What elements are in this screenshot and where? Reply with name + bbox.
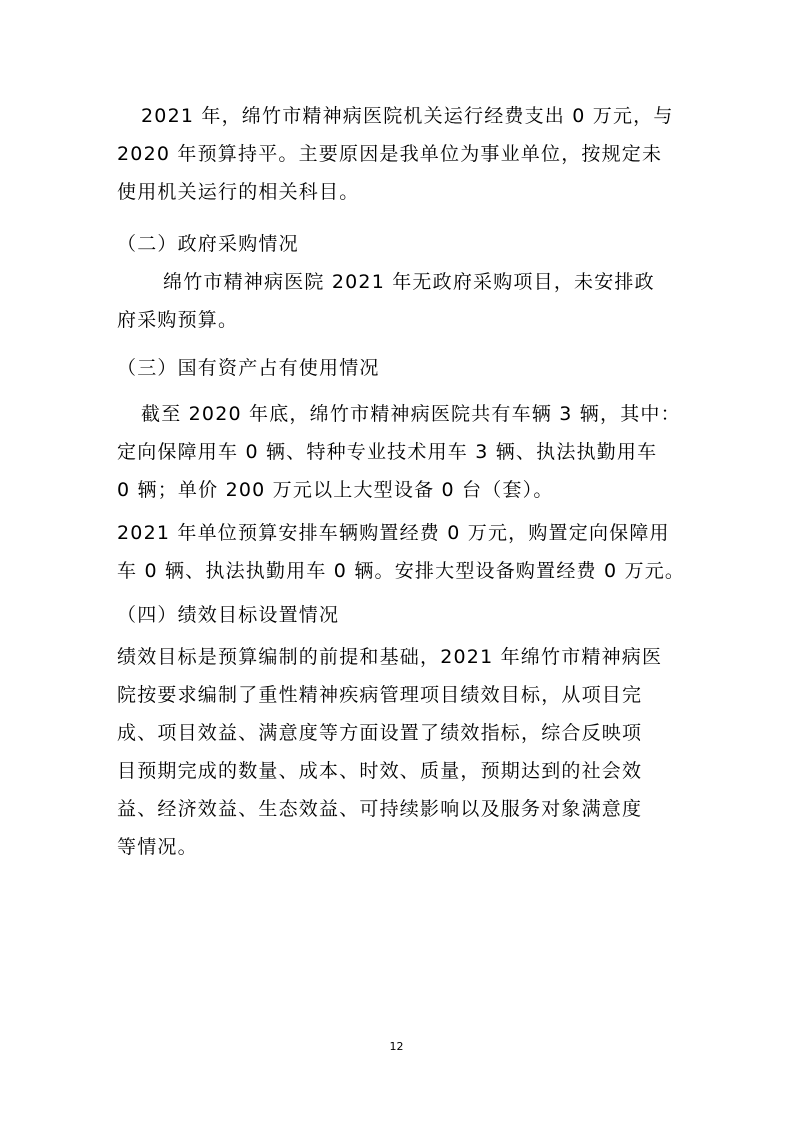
text-line: 0 辆；单价 200 万元以上大型设备 0 台（套）。 — [117, 479, 554, 501]
text-line: 车 0 辆、执法执勤用车 0 辆。安排大型设备购置经费 0 万元。 — [117, 560, 686, 582]
paragraph-state-assets — [117, 395, 681, 509]
text-line: 绩效目标是预算编制的前提和基础，2021 年绵竹市精神病医 — [117, 646, 663, 668]
heading-performance-targets: （四）绩效目标设置情况 — [117, 604, 340, 626]
paragraph-operating-expenses — [117, 97, 677, 211]
heading-government-procurement: （二）政府采购情况 — [117, 233, 299, 255]
text-line: 2021 年，绵竹市精神病医院机关运行经费支出 0 万元，与 — [141, 105, 674, 127]
text-line: 成、项目效益、满意度等方面设置了绩效指标，综合反映项 — [117, 722, 643, 744]
text-line: 2021 年单位预算安排车辆购置经费 0 万元，购置定向保障用 — [117, 522, 670, 544]
text-line: 定向保障用车 0 辆、特种专业技术用车 3 辆、执法执勤用车 — [117, 441, 658, 463]
text-line: 益、经济效益、生态效益、可持续影响以及服务对象满意度 — [117, 798, 643, 820]
paragraph-vehicle-budget — [117, 514, 686, 590]
paragraph-performance-targets — [117, 638, 677, 866]
text-line: 院按要求编制了重性精神疾病管理项目绩效目标，从项目完 — [117, 684, 643, 706]
text-line: 目预期完成的数量、成本、时效、质量，预期达到的社会效 — [117, 760, 643, 782]
text-line: 府采购预算。 — [117, 309, 239, 331]
heading-state-assets: （三）国有资产占有使用情况 — [117, 357, 380, 379]
text-line: 2020 年预算持平。主要原因是我单位为事业单位，按规定未 — [117, 143, 663, 165]
text-line: 等情况。 — [117, 836, 198, 858]
text-line: 截至 2020 年底，绵竹市精神病医院共有车辆 3 辆，其中： — [141, 403, 681, 425]
paragraph-government-procurement — [117, 263, 677, 339]
page-number: 12 — [389, 1040, 404, 1053]
text-line: 使用机关运行的相关科目。 — [117, 181, 360, 203]
text-line: 绵竹市精神病医院 2021 年无政府采购项目，未安排政 — [163, 271, 655, 293]
